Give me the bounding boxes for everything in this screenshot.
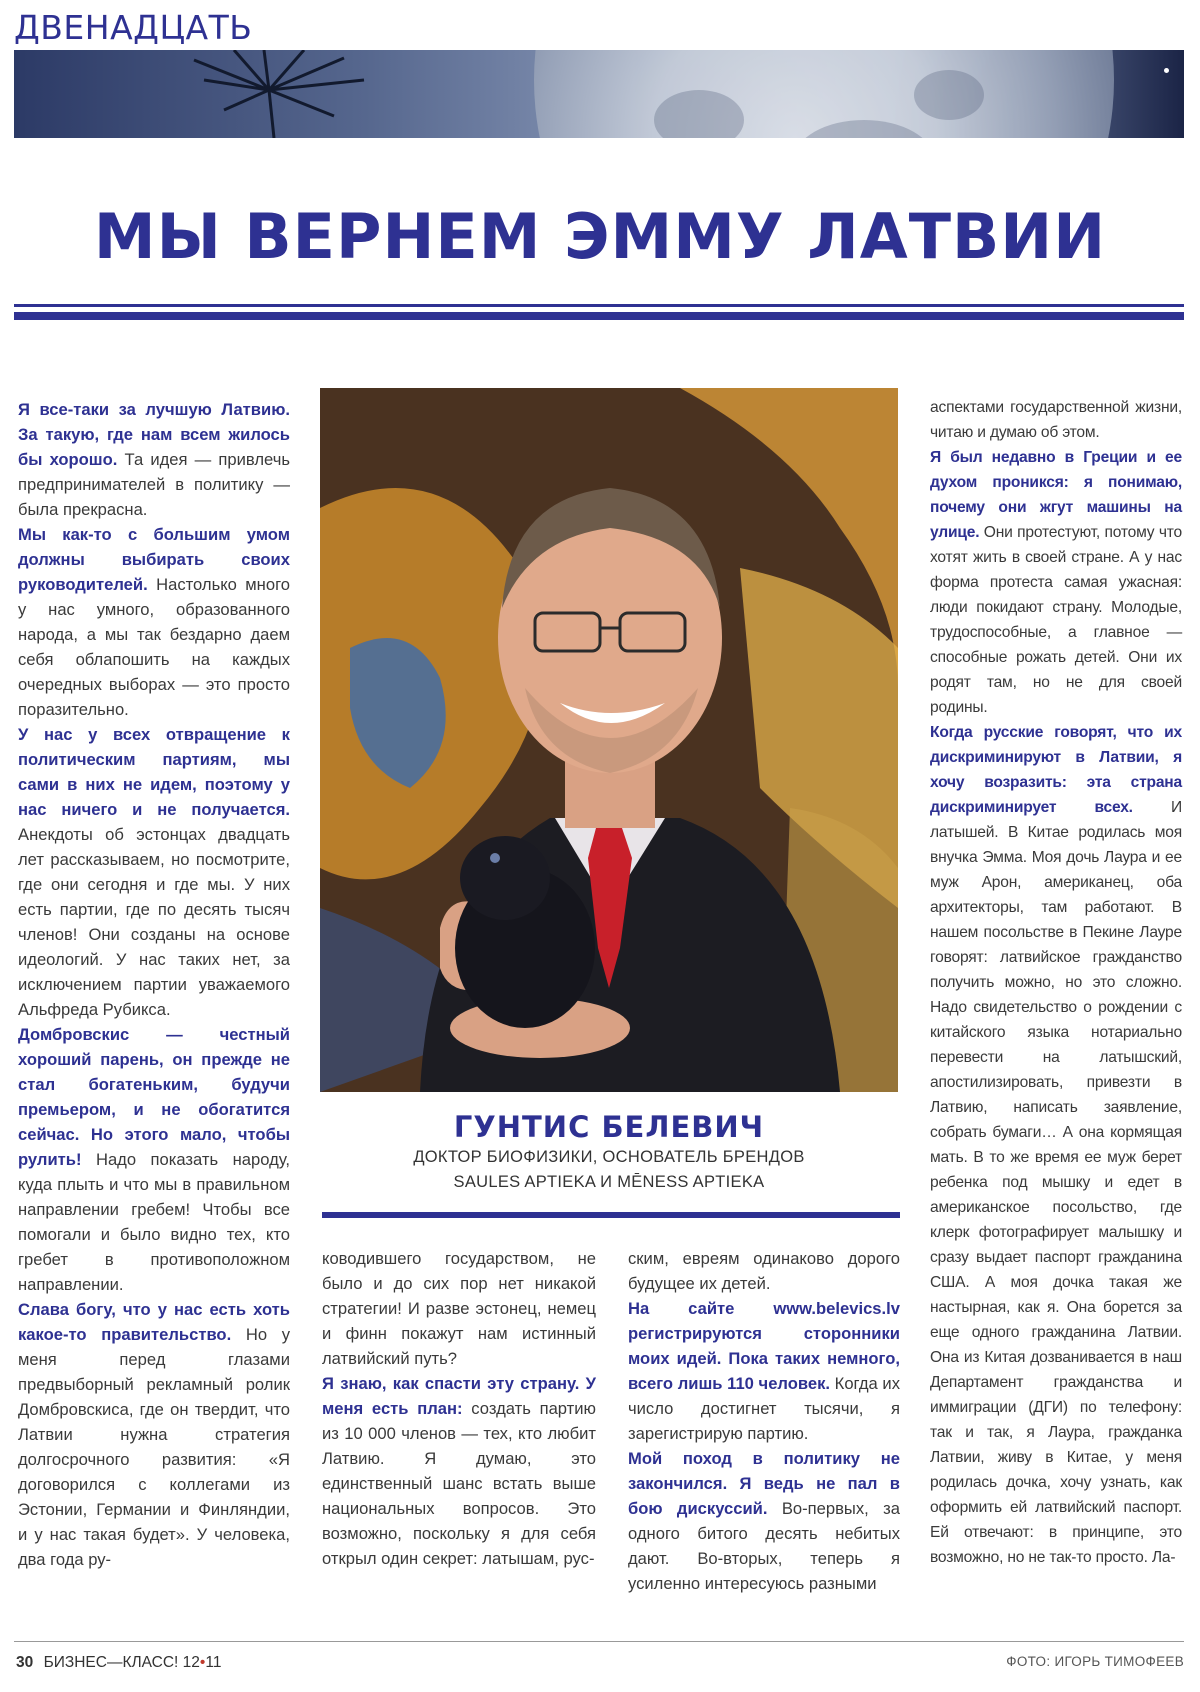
issue-separator: •: [199, 1654, 206, 1671]
article-column-2: [322, 1246, 596, 1571]
star-icon: [1164, 68, 1169, 73]
paragraph: Я все-таки за лучшую Латвию. За такую, где нам всем жилось бы хорошо. Та идея — привлечь предпринимателей в политику — была прекрасна.: [18, 400, 290, 519]
paragraph: Мы как-то с большим умом должны выбирать своих руководителей. Настолько много у нас умного, образованного народа, а мы так бездарно даем себя облапошить на каждых очередных выборах — это просто поразительно.: [18, 525, 290, 719]
section-label: ДВЕНАДЦАТЬ: [14, 8, 253, 47]
article-column-1: [18, 397, 290, 1572]
moon-image: [534, 50, 1114, 138]
header-banner-image: [14, 50, 1184, 138]
article-column-4: [930, 395, 1182, 1570]
footer-rule: [14, 1641, 1184, 1642]
paragraph: На сайте www.belevics.lv регистрируются сторонники моих идей. Пока таких немного, всего лишь 110 человек. Когда их число достигнет тысячи, я зарегистрирую партию.: [628, 1299, 900, 1443]
paragraph: Когда русские говорят, что их дискриминируют в Латвии, я хочу возразить: эта страна дискриминирует всех. И латышей. В Китае родилась моя внучка Эмма. Моя дочь Лаура и ее муж Арон, американец, оба архитекторы, там работают. В нашем посольстве в Пекине Лауре говорят: латвийское гражданство получить можно, но это сложно. Надо свидетельство о рождении с китайского языка нотариально перевести на латышский, апостилизировать, привезти в Латвию, написать заявление, собрать бумаги… А она кормящая мать. В то же время ее муж берет ребенка под мышку и едет в американское посольство, где клерк фотографирует малышку и сразу выдает паспорт гражданина США. А моя дочка такая же настырная, как я. Она борется за еще одного гражданина Латвии. Она из Китая дозванивается в наш Департамент гражданства и иммиграции (ДГИ) по телефону: так и так, я Лаура, гражданка Латвии, живу в Китае, у меня родилась дочка, хочу узнать, как оформить ей латвийский паспорт. Ей отвечают: в принципе, это возможно, но не так-то просто. Ла-: [930, 724, 1182, 1566]
paragraph: Мой поход в политику не закончился. Я ведь не пал в бою дискуссий. Во-первых, за одного битого десять небитых дают. Во-вторых, теперь я усиленно интересуюсь разными: [628, 1449, 900, 1593]
paragraph: У нас у всех отвращение к политическим партиям, мы сами в них не идем, поэтому у нас ничего и не получается. Анекдоты об эстонцах двадцать лет рассказываем, но посмотрите, где они сегодня и где мы. У них есть партии, где по десять тысяч членов! Они созданы на основе идеологий. У нас таких нет, за исключением партии уважаемого Альфреда Рубикса.: [18, 725, 290, 1019]
issue-number-b: 11: [205, 1654, 222, 1671]
portrait-photo: [320, 388, 898, 1092]
magazine-name: БИЗНЕС—КЛАСС!: [43, 1654, 179, 1671]
paragraph: ководившего государством, не было и до сих пор нет никакой стратегии! И разве эстонец, немец и финн покажут нам истинный латвийский путь?: [322, 1249, 596, 1368]
issue-number-a: 12: [182, 1654, 200, 1671]
palm-silhouette-icon: [164, 50, 384, 138]
page-number: 30: [16, 1654, 34, 1671]
paragraph: аспектами государственной жизни, читаю и думаю об этом.: [930, 399, 1182, 441]
paragraph: ским, евреям одинаково дорого будущее их детей.: [628, 1249, 900, 1293]
paragraph: Я знаю, как спасти эту страну. У меня есть план: создать партию из 10 000 членов — тех, кто любит Латвию. Я думаю, это единственный шанс встать выше национальных вопросов. Это возможно, поскольку я для себя открыл один секрет: латышам, рус-: [322, 1374, 596, 1568]
caption-role-line-1: ДОКТОР БИОФИЗИКИ, ОСНОВАТЕЛЬ БРЕНДОВ: [413, 1148, 805, 1166]
paragraph: Домбровскис — честный хороший парень, он прежде не стал богатеньким, будучи премьером, и не обогатится сейчас. Но этого мало, чтобы рулить! Надо показать народу, куда плыть и что мы в правильном направлении гребем! Чтобы все помогали и было видно тех, кто гребет в противоположном направлении.: [18, 1025, 290, 1294]
portrait-illustration: [320, 388, 898, 1092]
article-headline: МЫ ВЕРНЕМ ЭММУ ЛАТВИИ: [93, 200, 1107, 273]
paragraph: Я был недавно в Греции и ее духом проникся: я понимаю, почему они жгут машины на улице. Они протестуют, потому что хотят жить в своей стране. А у нас форма протеста самая ужасная: люди покидают страну. Молодые, трудоспособные, а главное — способные рожать детей. Они их родят там, но не для своей родины.: [930, 449, 1182, 716]
headline-rule-thin: [14, 304, 1184, 307]
footer-page-info: [16, 1654, 221, 1672]
article-column-3: [628, 1246, 900, 1596]
caption-person-name: ГУНТИС БЕЛЕВИЧ: [453, 1110, 765, 1144]
caption-role-line-2: SAULES APTIEKA И MĒNESS APTIEKA: [453, 1173, 765, 1191]
caption-rule: [322, 1212, 900, 1218]
headline-rule-thick: [14, 312, 1184, 320]
paragraph: Слава богу, что у нас есть хоть какое-то правительство. Но у меня перед глазами предвыборный рекламный ролик Домбровскиса, где он твердит, что Латвии нужна стратегия долгосрочного развития: «Я договорился с коллегами из Эстонии, Германии и Финляндии, и у нас такая будет». У человека, два года ру-: [18, 1300, 291, 1569]
photo-credit: ФОТО: ИГОРЬ ТИМОФЕЕВ: [1006, 1654, 1184, 1669]
